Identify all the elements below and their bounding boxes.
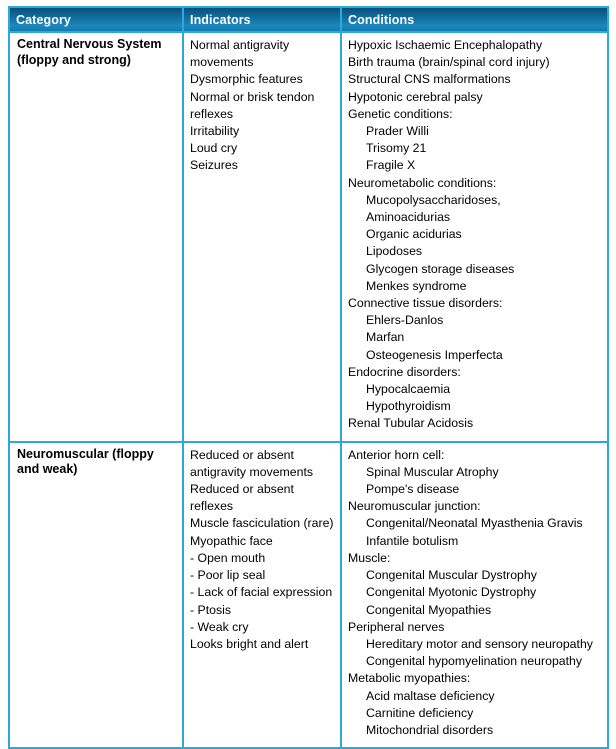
list-item: Prader Willi — [366, 124, 429, 139]
list-item: Hypotonic cerebral palsy — [348, 89, 483, 104]
list-item: Infantile botulism — [366, 533, 459, 548]
list-item: Muscle fasciculation (rare) — [190, 516, 334, 531]
list-item: Osteogenesis Imperfecta — [366, 347, 503, 362]
category-line: and weak) — [17, 462, 78, 477]
list-item: Ehlers-Danlos — [366, 313, 444, 328]
list-item: Metabolic myopathies: — [348, 671, 471, 686]
indicator-list — [190, 37, 335, 175]
list-item: Organic acidurias — [366, 227, 462, 242]
column-header-conditions: Conditions — [341, 7, 608, 32]
list-item: Congenital Myotonic Dystrophy — [366, 585, 537, 600]
table-row — [9, 32, 608, 442]
list-item: Carnitine deficiency — [366, 705, 474, 720]
cell-category — [9, 32, 183, 442]
clinical-classification-table — [8, 6, 609, 749]
list-item: Fragile X — [366, 158, 416, 173]
category-line: Neuromuscular (floppy — [17, 446, 154, 461]
cell-indicators — [183, 32, 341, 442]
list-item: Birth trauma (brain/spinal cord injury) — [348, 55, 550, 70]
list-item: Genetic conditions: — [348, 106, 453, 121]
list-item: Renal Tubular Acidosis — [348, 416, 474, 431]
list-item: Neurometabolic conditions: — [348, 175, 497, 190]
list-item: Trisomy 21 — [366, 141, 427, 156]
list-item: Reduced or absent — [190, 482, 294, 497]
list-item: Muscle: — [348, 550, 391, 565]
cell-conditions — [341, 32, 608, 442]
list-item: Hypoxic Ischaemic Encephalopathy — [348, 38, 543, 52]
list-item: Normal or brisk tendon — [190, 89, 315, 104]
list-item: Endocrine disorders: — [348, 364, 461, 379]
table-header — [9, 7, 608, 32]
list-item: Irritability — [190, 124, 240, 139]
list-item: Congenital/Neonatal Myasthenia Gravis — [366, 516, 583, 531]
list-item: Mitochondrial disorders — [366, 722, 494, 737]
table-body — [9, 32, 608, 748]
list-item: - Lack of facial expression — [190, 585, 333, 600]
table-row — [9, 442, 608, 748]
cell-category — [9, 442, 183, 748]
list-item: Congenital hypomyelination neuropathy — [366, 654, 583, 669]
list-item: Peripheral nerves — [348, 619, 445, 634]
list-item: Loud cry — [190, 141, 238, 156]
indicator-list — [190, 447, 335, 653]
list-item: Seizures — [190, 158, 238, 173]
list-item: Hypothyroidism — [366, 399, 451, 414]
condition-list — [348, 447, 602, 739]
category-line: Central Nervous System — [17, 37, 162, 51]
list-item: movements — [190, 55, 254, 70]
list-item: Mucopolysaccharidoses, — [366, 192, 501, 207]
list-item: Glycogen storage diseases — [366, 261, 515, 276]
column-header-category: Category — [9, 7, 183, 32]
list-item: Anterior horn cell: — [348, 447, 445, 462]
list-item: Aminoacidurias — [366, 210, 451, 225]
list-item: Lipodoses — [366, 244, 423, 259]
list-item: Structural CNS malformations — [348, 72, 511, 87]
list-item: - Open mouth — [190, 550, 266, 565]
list-item: Congenital Myopathies — [366, 602, 492, 617]
list-item: reflexes — [190, 499, 234, 514]
list-item: reflexes — [190, 106, 234, 121]
list-item: Acid maltase deficiency — [366, 688, 495, 703]
list-item: Hereditary motor and sensory neuropathy — [366, 636, 593, 651]
list-item: Reduced or absent — [190, 447, 294, 462]
list-item: Hypocalcaemia — [366, 382, 451, 397]
category-line: (floppy and strong) — [17, 52, 131, 67]
list-item: Normal antigravity — [190, 38, 290, 52]
cell-indicators — [183, 442, 341, 748]
table-header-row — [9, 7, 608, 32]
list-item: Menkes syndrome — [366, 278, 467, 293]
list-item: - Weak cry — [190, 619, 249, 634]
cell-conditions — [341, 442, 608, 748]
list-item: Spinal Muscular Atrophy — [366, 464, 499, 479]
list-item: Pompe's disease — [366, 482, 460, 497]
list-item: Connective tissue disorders: — [348, 296, 503, 311]
column-header-indicators: Indicators — [183, 7, 341, 32]
list-item: Congenital Muscular Dystrophy — [366, 568, 537, 583]
list-item: Neuromuscular junction: — [348, 499, 481, 514]
list-item: Looks bright and alert — [190, 636, 309, 651]
list-item: - Poor lip seal — [190, 568, 266, 583]
list-item: antigravity movements — [190, 464, 314, 479]
condition-list — [348, 37, 602, 433]
list-item: Myopathic face — [190, 533, 273, 548]
list-item: Marfan — [366, 330, 405, 345]
list-item: - Ptosis — [190, 602, 231, 617]
list-item: Dysmorphic features — [190, 72, 303, 87]
